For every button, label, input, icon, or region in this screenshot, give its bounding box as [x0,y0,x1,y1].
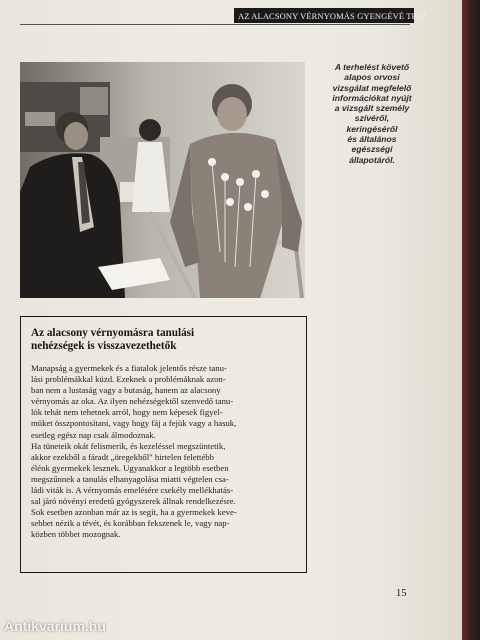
body-line: müket összpontosítani, vagy hogy fáj a fejük vagy a hasuk, [31,418,237,429]
body-line: vérnyomás az oka. Az ilyen nehézségektől szenvedő tanu- [31,396,234,407]
body-line: esetleg egész nap csak álmodoznak. [31,429,156,440]
box-title-line: Az alacsony vérnyomásra tanulási [31,327,195,339]
running-title: AZ ALACSONY VÉRNYOMÁS GYENGÉVÉ TESZ [238,10,427,21]
body-line: Manapság a gyermekek és a fiatalok jelentős része tanu- [31,363,227,373]
caption-line: A terhelést követő [334,62,410,72]
body-line: sebbet nézik a tévét, és korábban fekszenek le, vagy nap- [31,518,230,529]
box-title [31,327,296,353]
body-line: lók tehát nem tehetnek arról, hogy nem képesek figyel- [31,407,223,418]
caption-line: szívéről, [354,113,390,124]
running-header [234,8,427,23]
caption-line: a vizsgált személy [334,103,410,114]
body-line: Sok esetben azonban már az is segít, ha a gyermekek keve- [31,507,237,518]
box-title-line: nehézségek is visszavezethetők [31,340,177,352]
sidebar-box [20,316,307,573]
caption-line: alapos orvosi [344,72,400,83]
caption-line: vizsgálat megfelelő [332,82,412,93]
book-cover-edge [462,0,480,640]
caption-line: állapotáról. [349,154,395,165]
caption-line: és általános [347,134,397,145]
body-line: közben többet mozognak. [31,529,121,540]
body-line: Ha tüneteik okát felismerik, és kezeléssel megszüntetik, [31,440,226,451]
page-number: 15 [396,588,407,599]
watermark-logo: Antikvarium.hu [4,618,106,634]
body-line: ban nem a lustaság vagy a butaság, hanem az alacsony [31,385,221,396]
caption-line: egészségi [351,144,393,155]
photograph-of-exercise-stress-test-icon [20,62,305,298]
photo-caption [318,62,426,165]
caption-line: információkat nyújt [332,92,412,103]
box-body [31,363,296,541]
body-line: akkor ezekből a fáradt „öregekből" hirtelen felettébb [31,451,214,462]
body-line: sal járó növényi eredetű gyógyszerek állnak rendelkezésre. [31,496,236,507]
body-line: ládi viták is. A vérnyomás emelésére csekély mellékhatás- [31,485,234,496]
body-line: megszűnnek a tanulás elhanyagolása miatti végtelen csa- [31,473,229,484]
body-line: lási problémákkal küzd. Ezeknek a problémáknak azon- [31,374,226,385]
caption-line: keringéséről [346,123,398,134]
header-rule [20,24,410,25]
body-line: élénk gyermekek lesznek. Ugyanakkor a legtöbb esetben [31,462,229,473]
exercise-test-photo [20,62,305,298]
